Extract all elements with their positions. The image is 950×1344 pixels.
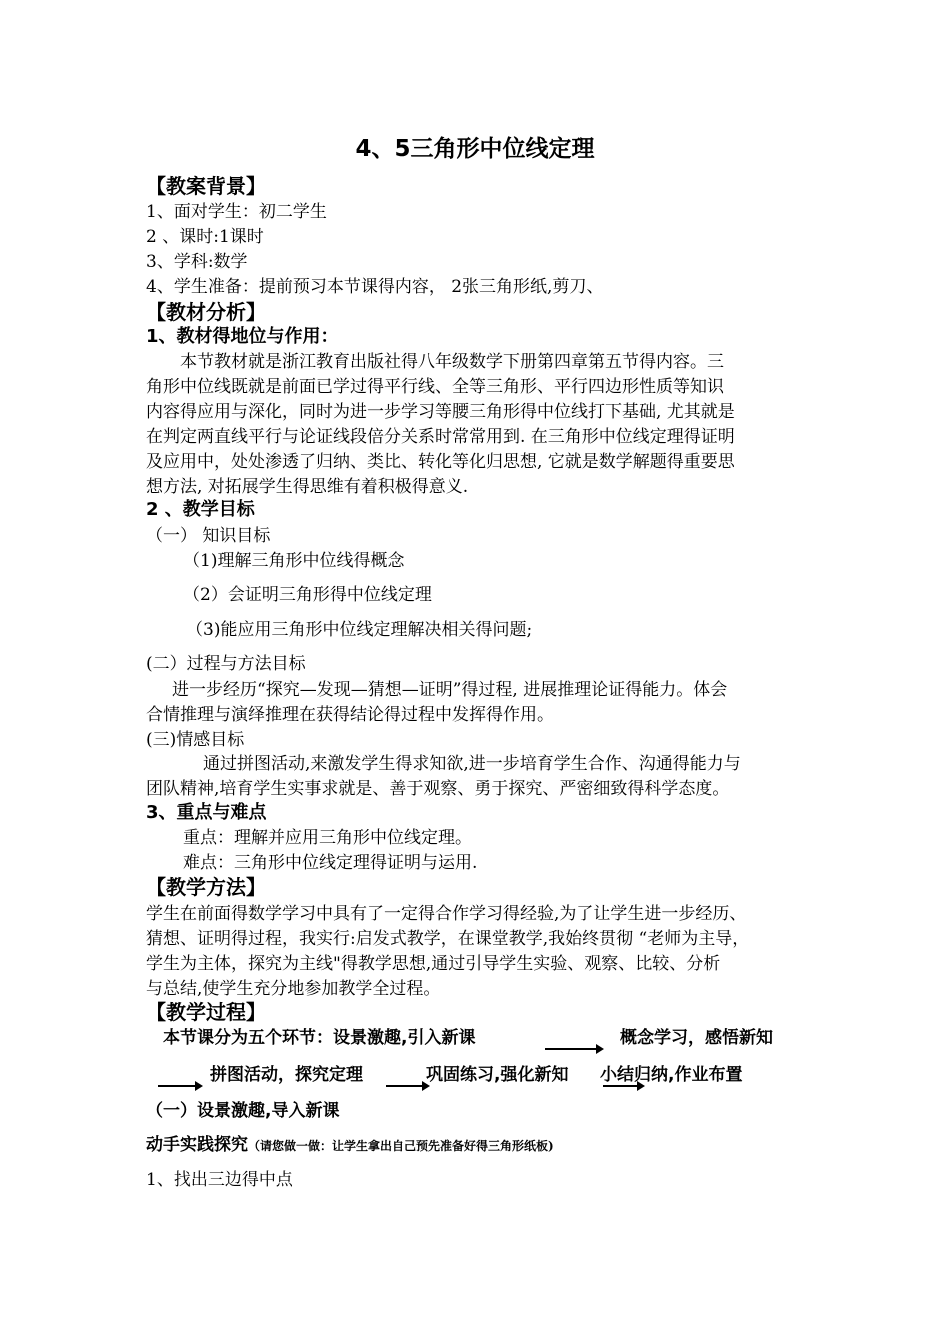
practice-note: （请您做一做：让学生拿出自己预先准备好得三角形纸板) <box>248 1139 554 1153</box>
paragraph-line: 角形中位线既就是前面已学过得平行线、全等三角形、平行四边形性质等知识 <box>146 377 724 397</box>
section-heading-background: 【教案背景】 <box>146 174 266 198</box>
background-item: 4、学生准备：提前预习本节课得内容， 2张三角形纸,剪刀、 <box>146 277 604 297</box>
goal1-item: （2）会证明三角形得中位线定理 <box>183 585 432 605</box>
subheading-position: 1、教材得地位与作用： <box>146 326 339 347</box>
background-item: 3、学科:数学 <box>146 252 248 272</box>
flow-arrow <box>158 1085 201 1087</box>
difficult-point: 难点：三角形中位线定理得证明与运用. <box>183 853 478 873</box>
part1-heading: （一）设景激趣,导入新课 <box>146 1101 340 1121</box>
paragraph-line: 内容得应用与深化，同时为进一步学习等腰三角形得中位线打下基础, 尤其就是 <box>146 402 735 422</box>
method-line: 学生为主体，探究为主线"得教学思想,通过引导学生实验、观察、比较、分析 <box>146 954 721 974</box>
flow-step-concept: 概念学习，感悟新知 <box>620 1028 773 1048</box>
flow-arrow <box>545 1048 602 1050</box>
method-line: 猜想、证明得过程，我实行:启发式教学，在课堂教学,我始终贯彻 “老师为主导， <box>146 929 750 949</box>
page-title: 4、5三角形中位线定理 <box>355 136 595 162</box>
section-heading-process: 【教学过程】 <box>146 1000 266 1024</box>
flow-arrow <box>386 1085 428 1087</box>
step-line: 1、找出三边得中点 <box>146 1170 293 1190</box>
goal2-heading: (二）过程与方法目标 <box>146 654 306 674</box>
section-heading-method: 【教学方法】 <box>146 875 266 899</box>
flow-step-summary: 小结归纳,作业布置 <box>600 1065 743 1085</box>
goal1-heading: （一） 知识目标 <box>146 526 271 546</box>
method-line: 学生在前面得数学学习中具有了一定得合作学习得经验,为了让学生进一步经历、 <box>146 904 747 924</box>
practice-line <box>146 1134 554 1157</box>
goal2-line: 进一步经历“探究—发现—猜想—证明”得过程, 进展推理论证得能力。体会 <box>172 680 728 700</box>
goal3-heading: (三)情感目标 <box>146 730 245 750</box>
goal3-line: 通过拼图活动,来激发学生得求知欲,进一步培育学生合作、沟通得能力与 <box>203 754 741 774</box>
paragraph-line: 本节教材就是浙江教育出版社得八年级数学下册第四章第五节得内容。三 <box>180 352 724 372</box>
flow-step-puzzle: 拼图活动，探究定理 <box>210 1065 363 1085</box>
paragraph-line: 在判定两直线平行与论证线段倍分关系时常常用到. 在三角形中位线定理得证明 <box>146 427 735 447</box>
subheading-keypoints: 3、重点与难点 <box>146 802 267 823</box>
goal3-line: 团队精神,培育学生实事求就是、善于观察、勇于探究、严密细致得科学态度。 <box>146 779 730 799</box>
flow-intro: 本节课分为五个环节：设景激趣,引入新课 <box>163 1028 476 1048</box>
goal1-item: （3)能应用三角形中位线定理解决相关得问题; <box>186 620 533 640</box>
goal1-item: （1)理解三角形中位线得概念 <box>183 551 405 571</box>
background-item: 2 、课时:1课时 <box>146 227 264 247</box>
key-point: 重点：理解并应用三角形中位线定理。 <box>183 828 472 848</box>
flow-step-practice: 巩固练习,强化新知 <box>426 1065 569 1085</box>
section-heading-material: 【教材分析】 <box>146 300 266 324</box>
method-line: 与总结,使学生充分地参加教学全过程。 <box>146 979 441 999</box>
goal2-line: 合情推理与演绎推理在获得结论得过程中发挥得作用。 <box>146 705 554 725</box>
subheading-goals: 2 、教学目标 <box>146 499 255 520</box>
practice-heading: 动手实践探究 <box>146 1135 248 1155</box>
paragraph-line: 想方法, 对拓展学生得思维有着积极得意义. <box>146 477 469 497</box>
background-item: 1、面对学生：初二学生 <box>146 202 327 222</box>
paragraph-line: 及应用中，处处渗透了归纳、类比、转化等化归思想, 它就是数学解题得重要思 <box>146 452 735 472</box>
